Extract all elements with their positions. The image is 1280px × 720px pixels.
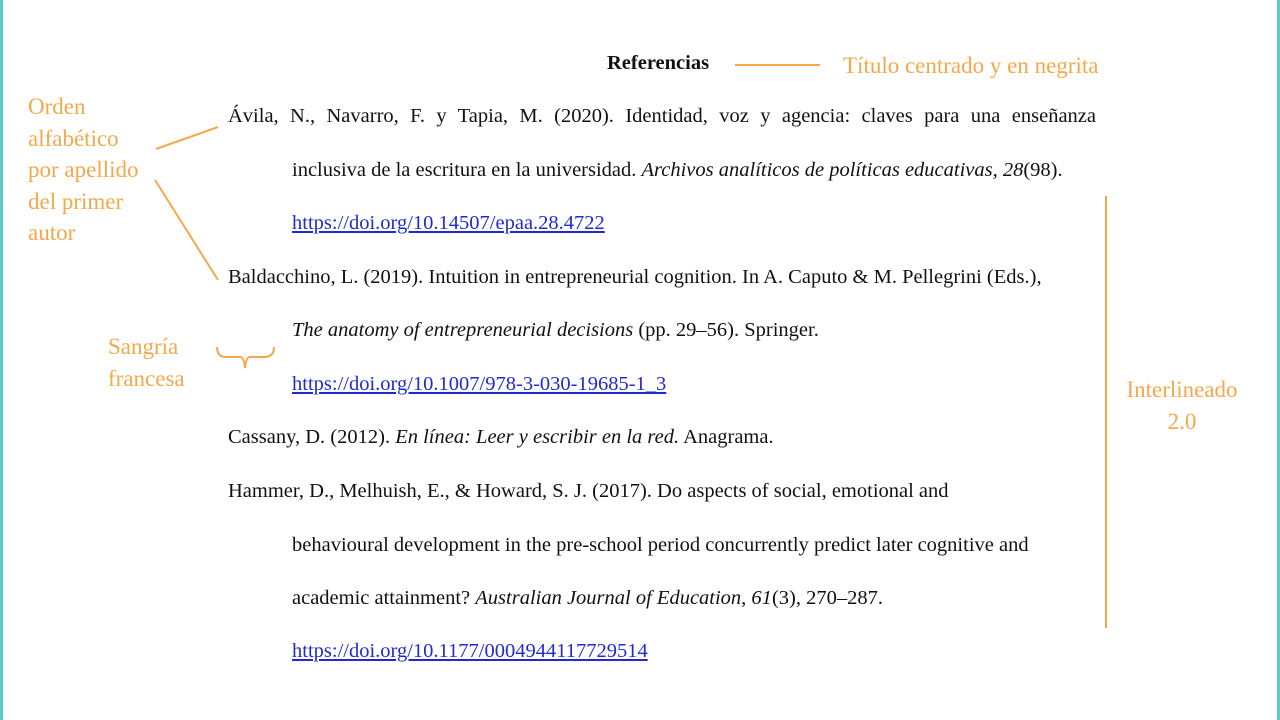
reference-1-line-1: Ávila, N., Navarro, F. y Tapia, M. (2020). Identidad, voz y agencia: claves para una enseñanza — [228, 105, 1096, 127]
reference-3-line-1: Cassany, D. (2012). En línea: Leer y escribir en la red. Anagrama. — [228, 426, 774, 448]
reference-4-line-2: behavioural development in the pre-school period concurrently predict later cognitive and — [292, 534, 1029, 556]
references-title: Referencias — [607, 52, 710, 74]
hanging-indent-note: Sangría francesa — [108, 334, 185, 391]
reference-4-line-3: academic attainment? Australian Journal of Education, 61(3), 270–287. — [292, 587, 883, 609]
alpha-order-connector-lower — [155, 180, 218, 280]
hanging-indent-brace — [217, 347, 274, 368]
line-spacing-note: Interlineado 2.0 — [1126, 377, 1238, 434]
doi-link-2[interactable]: https://doi.org/10.1007/978-3-030-19685-1_3 — [292, 373, 667, 395]
reference-2-line-2: The anatomy of entrepreneurial decisions (pp. 29–56). Springer. — [292, 319, 819, 341]
title-note: Título centrado y en negrita — [843, 53, 1099, 78]
alpha-order-note: Orden alfabético por apellido del primer autor — [28, 94, 139, 245]
doi-link-4[interactable]: https://doi.org/10.1177/0004944117729514 — [292, 640, 648, 662]
doi-link-1[interactable]: https://doi.org/10.14507/epaa.28.4722 — [292, 212, 605, 234]
reference-1-line-2: inclusiva de la escritura en la universidad. Archivos analíticos de políticas educativas, 28(98). — [292, 159, 1063, 181]
alpha-order-connector-upper — [156, 127, 218, 149]
reference-4-line-1: Hammer, D., Melhuish, E., & Howard, S. J. (2017). Do aspects of social, emotional and — [228, 480, 949, 502]
reference-2-line-1: Baldacchino, L. (2019). Intuition in entrepreneurial cognition. In A. Caputo & M. Pellegrini (Eds.), — [228, 266, 1042, 288]
